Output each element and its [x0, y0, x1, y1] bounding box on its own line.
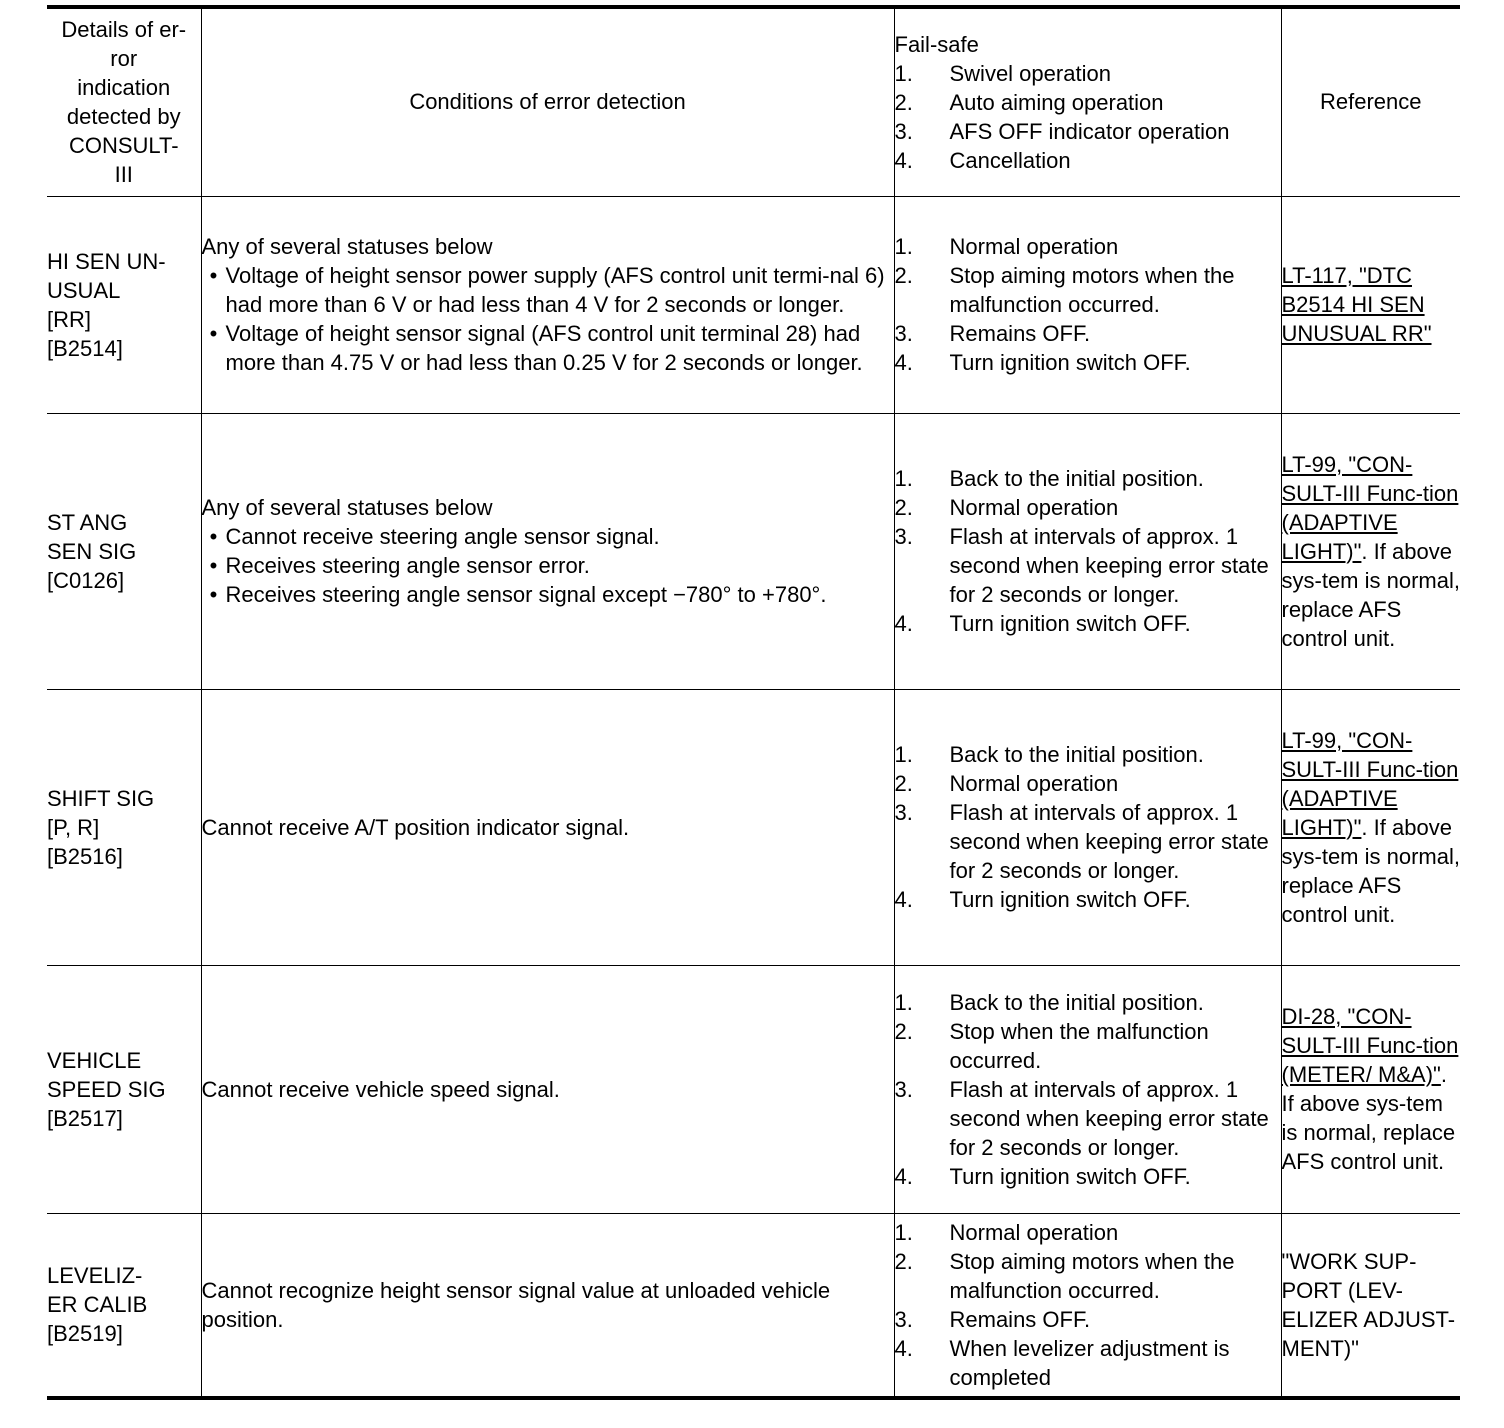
row-conditions: Any of several statuses below • Cannot receive steering angle sensor signal. • Receives steering angle sensor error. • Receives steering angle sensor signal except −780° to +780°.: [201, 413, 894, 689]
row-failsafe: 1. Normal operation 2. Stop aiming motors when the malfunction occurred. 3. Remains OFF. 4. When levelizer adjustment is completed: [894, 1213, 1281, 1398]
row-failsafe: 1. Back to the initial position. 2. Normal operation 3. Flash at intervals of approx. 1 second when keeping error state for 2 seconds or longer. 4. Turn ignition switch OFF.: [894, 413, 1281, 689]
row-failsafe: 1. Back to the initial position. 2. Stop when the malfunction occurred. 3. Flash at intervals of approx. 1 second when keeping error state for 2 seconds or longer. 4. Turn ignition switch OFF.: [894, 965, 1281, 1213]
header-failsafe: Fail-safe 1. Swivel operation 2. Auto aiming operation 3. AFS OFF indicator operation 4. Cancellation: [894, 7, 1281, 196]
row-conditions: Cannot recognize height sensor signal value at unloaded vehicle position.: [201, 1213, 894, 1398]
header-conditions: Conditions of error detection: [201, 7, 894, 196]
header-reference: Reference: [1281, 7, 1460, 196]
row-conditions: Cannot receive A/T position indicator signal.: [201, 689, 894, 965]
row-details: VEHICLE SPEED SIG [B2517]: [47, 965, 201, 1213]
row-details: SHIFT SIG [P, R] [B2516]: [47, 689, 201, 965]
row-reference: [1281, 196, 1460, 413]
row-details: HI SEN UN- USUAL [RR] [B2514]: [47, 196, 201, 413]
reference-link[interactable]: LT-99, "CON-SULT-III Func-tion (ADAPTIVE LIGHT)": [1281, 727, 1459, 840]
header-details: Details of er- ror indication detected by CONSULT- III: [47, 7, 201, 196]
row-reference: LT-99, "CON-SULT-III Func-tion (ADAPTIVE LIGHT)". If above sys-tem is normal, replace AFS control unit.: [1281, 689, 1460, 965]
row-reference: LT-99, "CON-SULT-III Func-tion (ADAPTIVE LIGHT)". If above sys-tem is normal, replace AFS control unit.: [1281, 413, 1460, 689]
header-row: [47, 7, 1460, 196]
row-reference: "WORK SUP-PORT (LEV-ELIZER ADJUST-MENT)": [1281, 1213, 1460, 1398]
row-failsafe: 1. Back to the initial position. 2. Normal operation 3. Flash at intervals of approx. 1 second when keeping error state for 2 seconds or longer. 4. Turn ignition switch OFF.: [894, 689, 1281, 965]
reference-link[interactable]: LT-99, "CON-SULT-III Func-tion (ADAPTIVE LIGHT)": [1281, 451, 1459, 564]
row-details: ST ANG SEN SIG [C0126]: [47, 413, 201, 689]
row-conditions: Any of several statuses below • Voltage of height sensor power supply (AFS control unit termi-nal 6) had more than 6 V or had less than 4 V for 2 seconds or longer. • Voltage of height sensor signal (AFS control unit terminal 28) had more than 4.75 V or had less than 0.25 V for 2 seconds or longer.: [201, 196, 894, 413]
row-details: LEVELIZ- ER CALIB [B2519]: [47, 1213, 201, 1398]
table-row: [47, 196, 1460, 413]
row-conditions: Cannot receive vehicle speed signal.: [201, 965, 894, 1213]
row-reference: DI-28, "CON-SULT-III Func-tion (METER/ M&A)". If above sys-tem is normal, replace AFS control unit.: [1281, 965, 1460, 1213]
table-row: [47, 413, 1460, 689]
table-row: [47, 1213, 1460, 1398]
error-table: [47, 5, 1460, 1400]
row-failsafe: 1. Normal operation 2. Stop aiming motors when the malfunction occurred. 3. Remains OFF. 4. Turn ignition switch OFF.: [894, 196, 1281, 413]
table-row: [47, 965, 1460, 1213]
reference-link[interactable]: LT-117, "DTC B2514 HI SEN UNUSUAL RR": [1281, 263, 1432, 346]
table-row: [47, 689, 1460, 965]
reference-link[interactable]: DI-28, "CON-SULT-III Func-tion (METER/ M&A)": [1281, 1004, 1459, 1087]
